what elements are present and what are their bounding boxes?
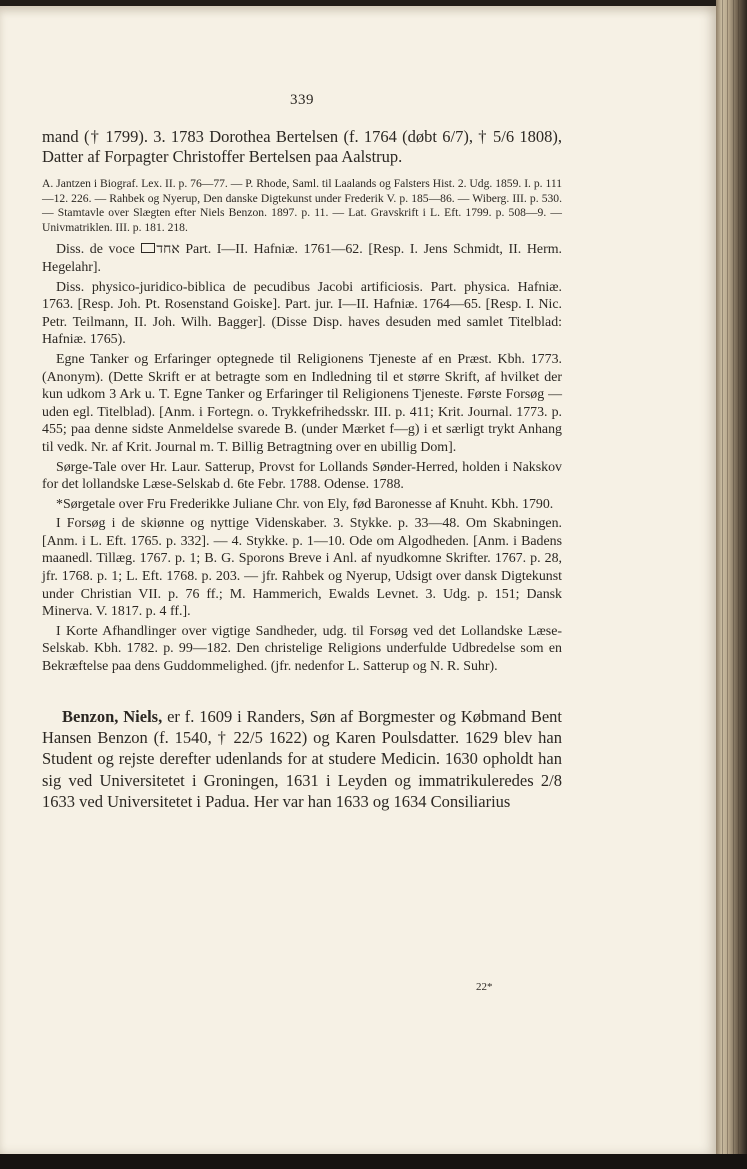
hebrew-word: אחד xyxy=(156,242,180,258)
hebrew-box-glyph xyxy=(141,243,155,253)
work-diss-de-voce xyxy=(42,241,562,276)
page-number: 339 xyxy=(290,92,314,108)
new-entry-benzon xyxy=(42,706,562,813)
work-sorge-tale: Sørge-Tale over Hr. Laur. Satterup, Provst for Lollands Sønder-Herred, holden i Nakskov for det lollandske Læse-Selskab d. 6te Febr. 1788. Odense. 1788. xyxy=(42,459,562,493)
entry-name: Benzon, Niels, xyxy=(62,706,163,726)
work-sorgetale: *Sørgetale over Fru Frederikke Juliane Chr. von Ely, fød Baronesse af Knuht. Kbh. 1790. xyxy=(56,496,554,512)
work-diss-physico: Diss. physico-juridico-biblica de pecudibus Jacobi artificiosis. Part. physica. Hafniæ. 1763. [Resp. Joh. Pt. Rosenstand Goiske]. Part. jur. I—II. Hafniæ. 1764—65. [Resp. I. Nic. Petr. Teilmann, II. Joh. Wilh. Bagger]. (Disse Disp. haves desuden med samlet Titelblad: Hafniæ. 1765). xyxy=(42,279,562,348)
entry-continuation: mand († 1799). 3. 1783 Dorothea Bertelsen (f. 1764 (døbt 6/7), † 5/6 1808), Datter af Forpagter Christoffer Bertelsen paa Aalstrup. xyxy=(42,127,562,166)
scan-bottom-border xyxy=(0,1154,747,1169)
work-i-forsog: I Forsøg i de skiønne og nyttige Videnskaber. 3. Stykke. p. 33—48. Om Skabningen. [Anm. i L. Eft. 1765. p. 332]. — 4. Stykke. p. 1—10. Ode om Algodheden. [Anm. i Badens maanedl. Tillæg. 1767. p. 1; B. G. Sporons Breve i Anl. af nyudkomne Skrifter. 1767. p. 28, jfr. 1768. p. 1; L. Eft. 1768. p. 203. — jfr. Rahbek og Nyerup, Udsigt over dansk Digtekunst under Christian VII. p. 76 ff.; M. Hammerich, Ewalds Levnet. 3. Udg. p. 151; Dansk Minerva. V. 1817. p. 4 ff.]. xyxy=(42,516,562,620)
diss-voce-prefix: Diss. de voce xyxy=(56,242,135,258)
signature-mark: 22* xyxy=(476,981,493,993)
book-fore-edge xyxy=(716,0,747,1169)
work-egne-tanker: Egne Tanker og Erfaringer optegnede til Religionens Tjeneste af en Præst. Kbh. 1773. (Anonym). (Dette Skrift er at betragte som en Indledning til et større Skrift, af hvilket der kun udkom 3 Ark u. T. Egne Tanker og Erfaringer til Religionens Tjeneste. Første Forsøg — uden egl. Titelblad). [Anm. i Fortegn. o. Trykkefrihedsskr. III. p. 411; Krit. Journal. 1773. p. 455; paa denne sidste Anmeldelse svarede B. (under Mærket f—g) i et særligt trykt Anhang til vedk. Nr. af Krit. Journal m. T. Billig Betragtning over en ubillig Dom]. xyxy=(42,351,562,455)
page-text xyxy=(42,92,562,813)
diss-voce-rest: Part. I—II. Hafniæ. 1761—62. [Resp. I. Jens Schmidt, II. Herm. Hegelahr]. xyxy=(42,242,562,275)
sources-paragraph: A. Jantzen i Biograf. Lex. II. p. 76—77. — P. Rhode, Saml. til Laalands og Falsters Hist. 2. Udg. 1859. I. p. 111—12. 226. — Rahbek og Nyerup, Den danske Digtekunst under Frederik V. p. 185—86. — Wiberg. III. p. 530. — Stamtavle over Slægten efter Niels Benzon. 1897. p. 11. — Lat. Gravskrift i L. Eft. 1799. p. 508—9. — Univmatriklen. III. p. 181. 218. xyxy=(42,177,562,234)
entry-text: er f. 1609 i Randers, Søn af Borgmester og Købmand Bent Hansen Benzon (f. 1540, † 22/5 1622) og Karen Poulsdatter. 1629 blev han Student og rejste derefter udenlands for at studere Medicin. 1630 opholdt han sig ved Universitetet i Groningen, 1631 i Leyden og immatrikuleredes 2/8 1633 ved Universitetet i Padua. Her var han 1633 og 1634 Consiliarius xyxy=(42,706,563,812)
work-i-korte: I Korte Afhandlinger over vigtige Sandheder, udg. til Forsøg ved det Lollandske Læse-Selskab. Kbh. 1782. p. 99—182. Den christelige Religions underfulde Udbredelse som en Bekræftelse paa dens Guddommelighed. (jfr. nedenfor L. Satterup og N. R. Suhr). xyxy=(42,623,562,675)
